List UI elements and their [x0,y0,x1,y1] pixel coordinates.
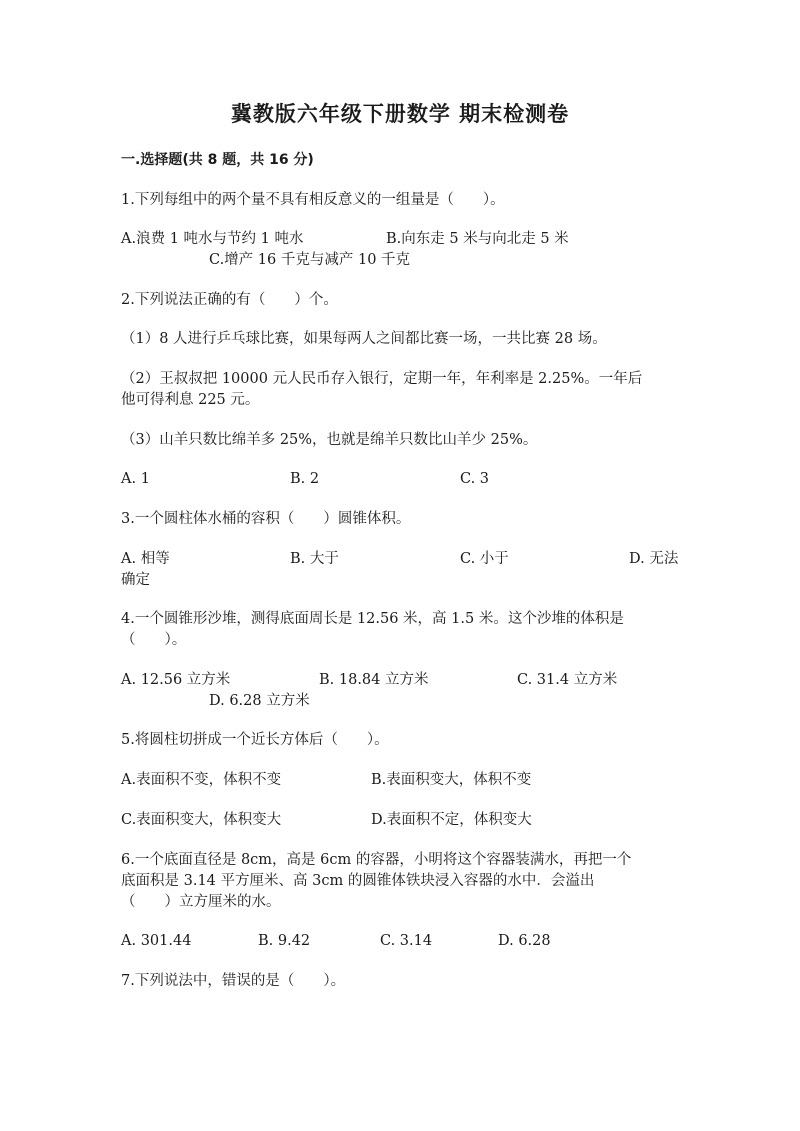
question-6-option-a[interactable]: A. 301.44 [121,933,192,949]
question-3-option-d[interactable]: D. 无法 [629,551,679,567]
question-6-option-c[interactable]: C. 3.14 [380,933,433,949]
question-3-option-b[interactable]: B. 大于 [290,551,339,567]
question-2-statement-2: （2）王叔叔把 10000 元人民币存入银行，定期一年，年利率是 2.25%。一年后 [121,371,643,387]
question-4-option-d[interactable]: D. 6.28 立方米 [209,693,310,709]
question-4-option-c[interactable]: C. 31.4 立方米 [517,672,618,688]
question-2-option-a[interactable]: A. 1 [121,471,150,487]
question-5-option-d[interactable]: D.表面积不定，体积变大 [371,812,532,828]
question-3-option-d-cont: 确定 [121,572,150,588]
question-5-option-b[interactable]: B.表面积变大，体积不变 [371,772,532,788]
question-1-option-a[interactable]: A.浪费 1 吨水与节约 1 吨水 [121,231,304,247]
question-5-stem: 5.将圆柱切拼成一个近长方体后（ ）。 [121,732,389,748]
question-2-stem: 2.下列说法正确的有（ ）个。 [121,292,338,308]
question-2-statement-1: （1）8 人进行乒乓球比赛，如果每两人之间都比赛一场，一共比赛 28 场。 [121,331,607,347]
question-2-statement-2-cont: 他可得利息 225 元。 [121,392,260,408]
question-4-option-b[interactable]: B. 18.84 立方米 [319,672,429,688]
question-2-option-c[interactable]: C. 3 [460,471,490,487]
question-4-option-a[interactable]: A. 12.56 立方米 [121,672,231,688]
question-5-option-c[interactable]: C.表面积变大，体积变大 [121,812,282,828]
question-1-option-b[interactable]: B.向东走 5 米与向北走 5 米 [386,231,569,247]
page-title: 冀教版六年级下册数学 期末检测卷 [230,102,570,126]
question-1-option-c[interactable]: C.增产 16 千克与减产 10 千克 [209,252,411,268]
question-7-stem: 7.下列说法中，错误的是（ ）。 [121,973,346,989]
question-6-stem-cont-1: 底面积是 3.14 平方厘米、高 3cm 的圆锥体铁块浸入容器的水中．会溢出 [121,873,595,889]
question-2-option-b[interactable]: B. 2 [290,471,320,487]
question-4-stem: 4.一个圆锥形沙堆，测得底面周长是 12.56 米，高 1.5 米。这个沙堆的体积是 [121,611,624,627]
section-heading: 一.选择题(共 8 题，共 16 分) [121,152,314,168]
question-4-stem-cont: （ ）。 [121,632,187,648]
question-3-option-c[interactable]: C. 小于 [460,551,509,567]
question-5-option-a[interactable]: A.表面积不变，体积不变 [121,772,282,788]
question-1-stem: 1.下列每组中的两个量不具有相反意义的一组量是（ ）。 [121,192,505,208]
question-3-option-a[interactable]: A. 相等 [121,551,170,567]
question-6-option-d[interactable]: D. 6.28 [498,933,551,949]
question-3-stem: 3.一个圆柱体水桶的容积（ ）圆锥体积。 [121,511,411,527]
question-6-stem: 6.一个底面直径是 8cm，高是 6cm 的容器，小明将这个容器装满水，再把一个 [121,852,632,868]
question-2-statement-3: （3）山羊只数比绵羊多 25%，也就是绵羊只数比山羊少 25%。 [121,432,538,448]
question-6-stem-cont-2: （ ）立方厘米的水。 [121,894,281,910]
question-6-option-b[interactable]: B. 9.42 [258,933,311,949]
